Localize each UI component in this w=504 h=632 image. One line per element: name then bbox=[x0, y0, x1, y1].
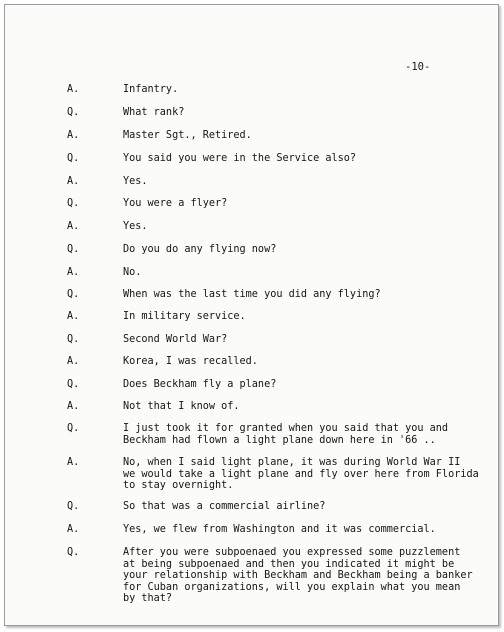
speaker-label: A. bbox=[67, 356, 80, 367]
speaker-label: Q. bbox=[67, 334, 80, 345]
document-page bbox=[4, 4, 499, 626]
line-text: When was the last time you did any flying? bbox=[123, 289, 381, 300]
line-text: Do you do any flying now? bbox=[123, 244, 277, 255]
line-text: Not that I know of. bbox=[123, 401, 240, 412]
speaker-label: Q. bbox=[67, 423, 80, 434]
line-text: You said you were in the Service also? bbox=[123, 153, 357, 164]
speaker-label: A. bbox=[67, 84, 80, 95]
line-text: No, when I said light plane, it was during World War II we would take a light plane and fly over here from Florida to stay overnight. bbox=[123, 457, 479, 491]
line-text: After you were subpoenaed you expressed some puzzlement at being subpoenaed and then you indicated it might be your relationship with Beckham and Beckham being a banker for Cuban organizations, will you explain what you mean by that? bbox=[123, 547, 473, 604]
line-text: You were a flyer? bbox=[123, 198, 228, 209]
speaker-label: Q. bbox=[67, 547, 80, 558]
speaker-label: A. bbox=[67, 311, 80, 322]
line-text: Yes. bbox=[123, 221, 148, 232]
speaker-label: A. bbox=[67, 457, 80, 468]
page-number: -10- bbox=[405, 61, 431, 73]
speaker-label: A. bbox=[67, 176, 80, 187]
line-text: Yes. bbox=[123, 176, 148, 187]
speaker-label: A. bbox=[67, 401, 80, 412]
speaker-label: A. bbox=[67, 267, 80, 278]
speaker-label: A. bbox=[67, 524, 80, 535]
speaker-label: Q. bbox=[67, 289, 80, 300]
speaker-label: Q. bbox=[67, 501, 80, 512]
line-text: So that was a commercial airline? bbox=[123, 501, 326, 512]
speaker-label: Q. bbox=[67, 198, 80, 209]
speaker-label: Q. bbox=[67, 244, 80, 255]
line-text: No. bbox=[123, 267, 142, 278]
line-text: Does Beckham fly a plane? bbox=[123, 379, 277, 390]
speaker-label: Q. bbox=[67, 107, 80, 118]
line-text: What rank? bbox=[123, 107, 185, 118]
line-text: Yes, we flew from Washington and it was commercial. bbox=[123, 524, 436, 535]
line-text: Infantry. bbox=[123, 84, 179, 95]
line-text: In military service. bbox=[123, 311, 246, 322]
speaker-label: A. bbox=[67, 130, 80, 141]
speaker-label: Q. bbox=[67, 379, 80, 390]
speaker-label: A. bbox=[67, 221, 80, 232]
speaker-label: Q. bbox=[67, 153, 80, 164]
line-text: Second World War? bbox=[123, 334, 228, 345]
line-text: I just took it for granted when you said that you and Beckham had flown a light plane down here in '66 .. bbox=[123, 423, 449, 446]
line-text: Korea, I was recalled. bbox=[123, 356, 258, 367]
line-text: Master Sgt., Retired. bbox=[123, 130, 252, 141]
